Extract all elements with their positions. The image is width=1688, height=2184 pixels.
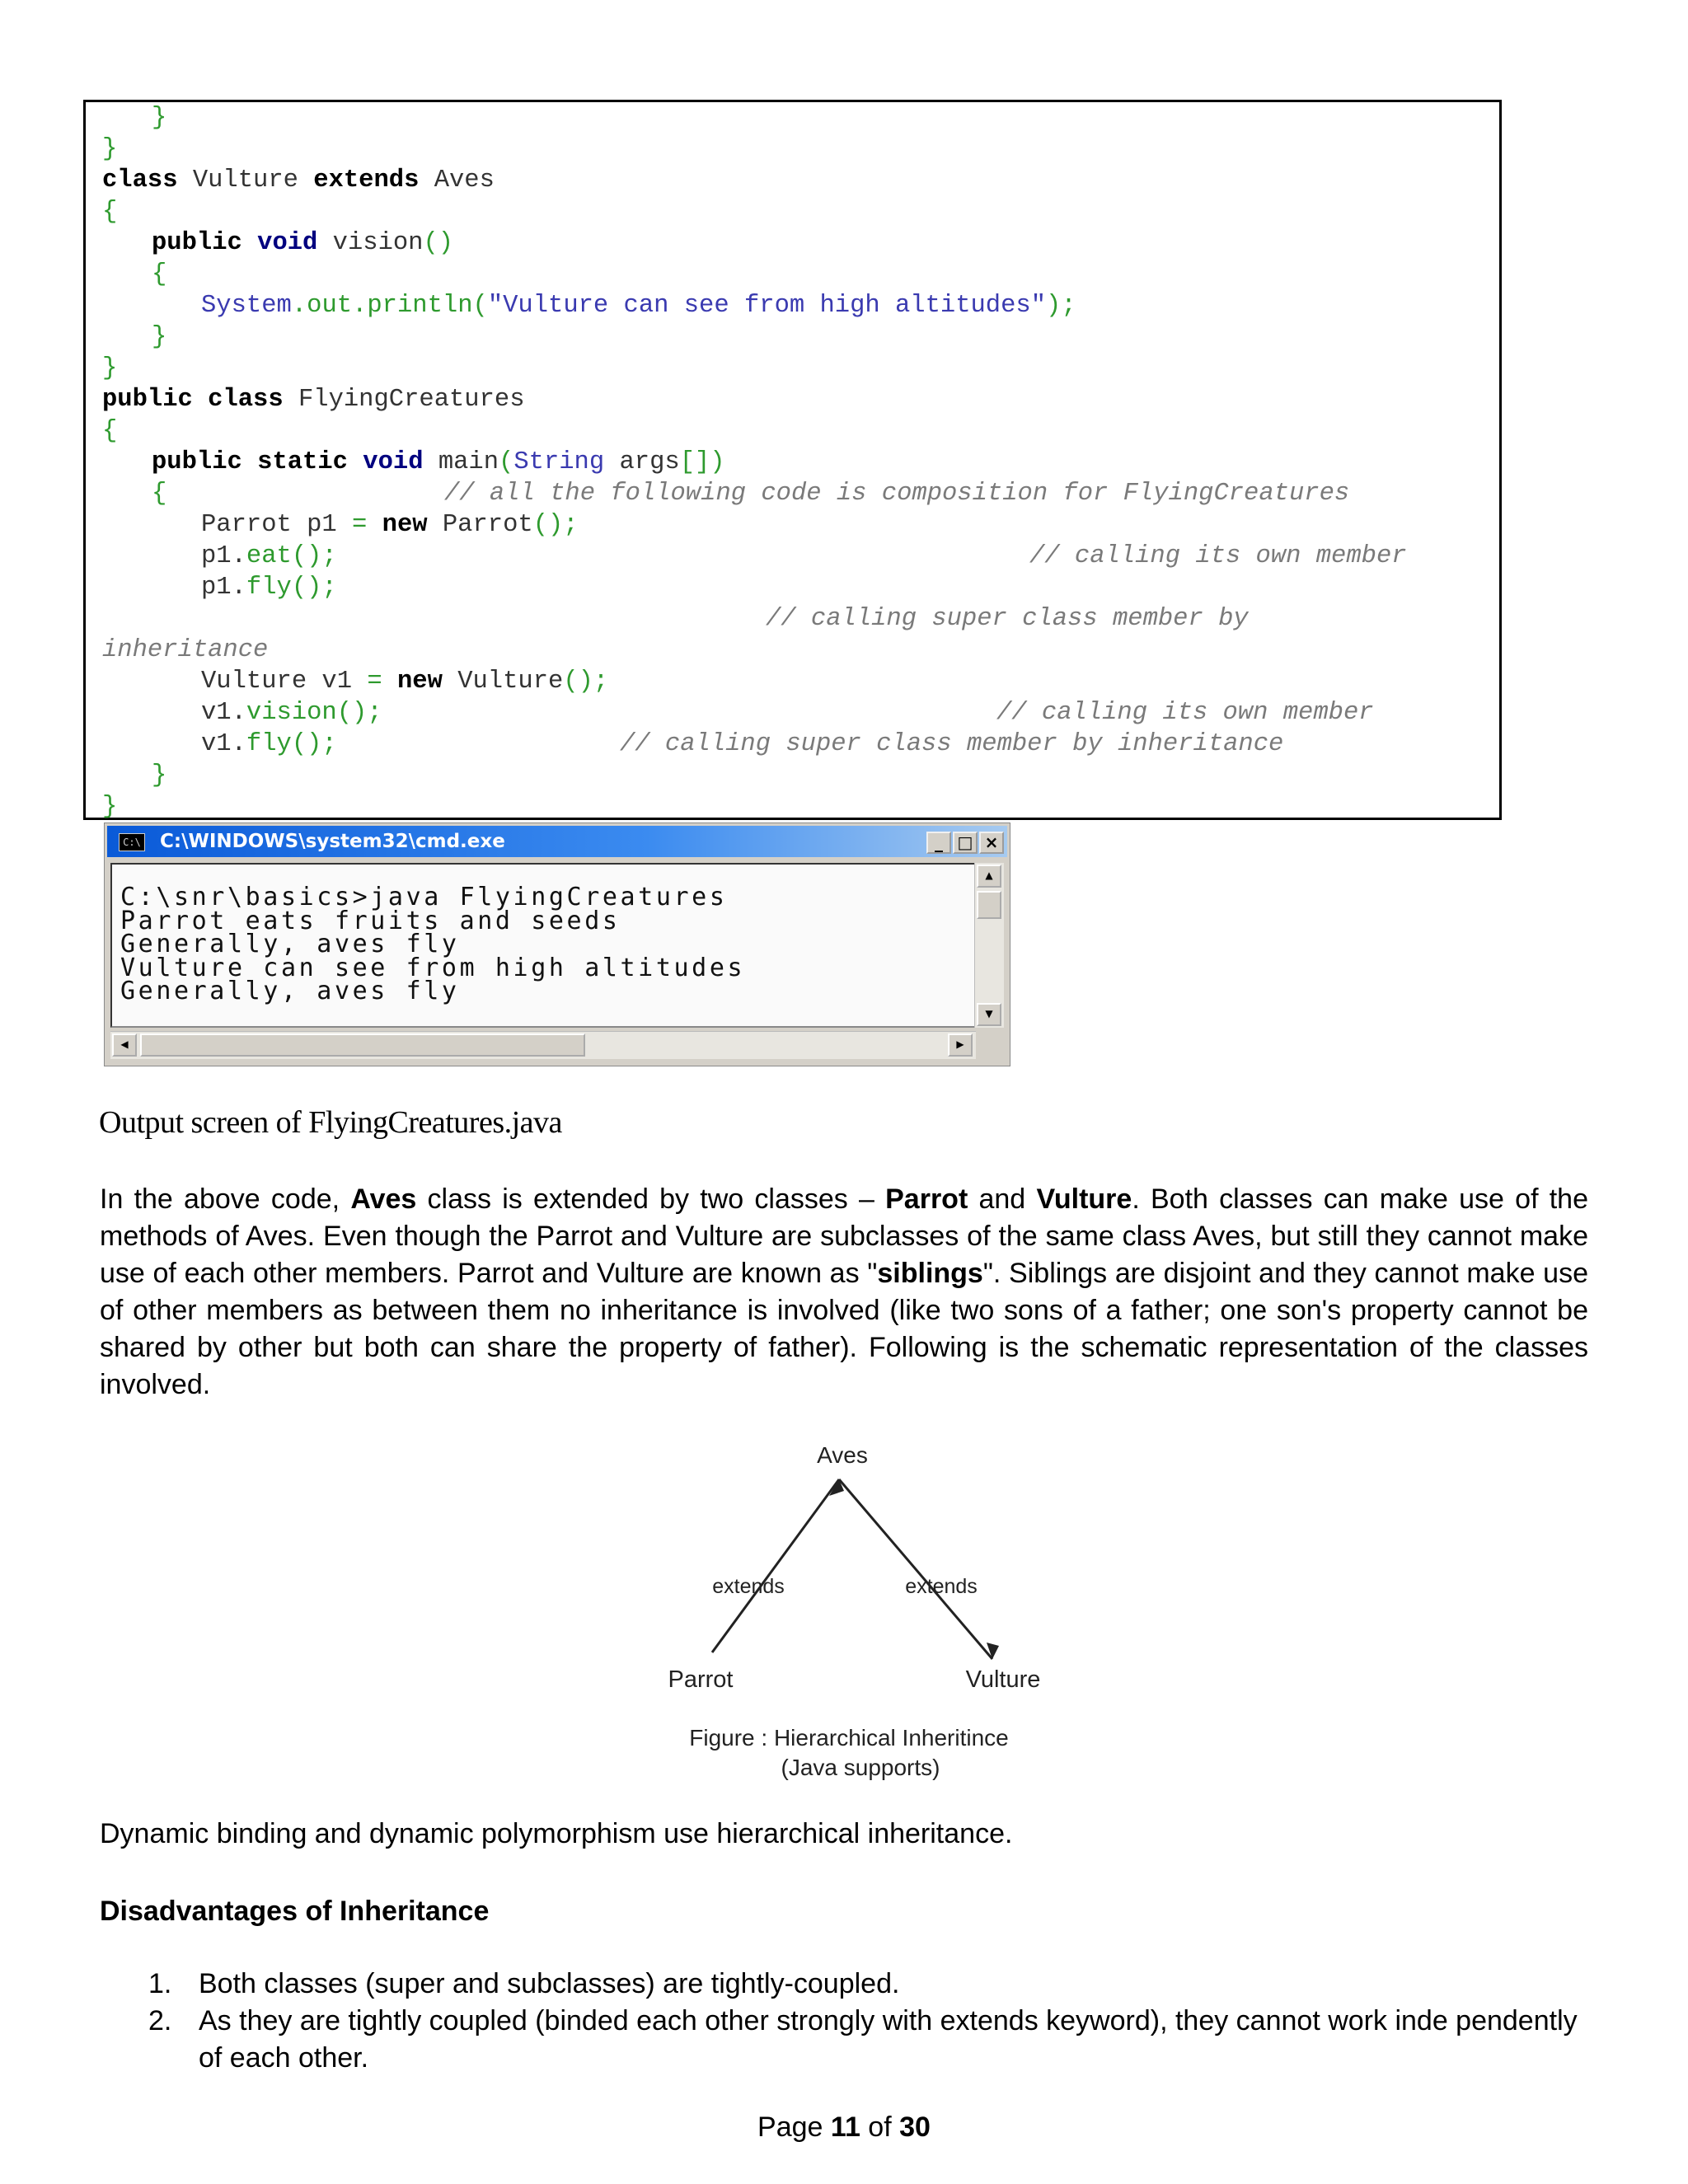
paragraph-line: use of each other members. Parrot and Vulture are known as "siblings". Siblings are disjoint and they cannot make use	[100, 1258, 1588, 1289]
code-line-16: p1.fly();	[201, 574, 337, 602]
explanation-paragraph	[100, 1181, 1588, 1404]
console-output-text: C:\snr\basics>java FlyingCreatures Parrot eats fruits and seeds Generally, aves fly Vulture can see from high altitudes Generally, aves fly	[120, 883, 746, 1005]
cmd-window-title: C:\WINDOWS\system32\cmd.exe	[160, 831, 505, 852]
diagram-root-label: Aves	[817, 1442, 868, 1468]
code-line-21: }	[102, 793, 118, 821]
horizontal-scrollbar[interactable]	[110, 1031, 976, 1059]
vertical-scrollbar[interactable]	[974, 863, 1004, 1028]
right-inheritance-edge	[839, 1479, 992, 1659]
right-edge-label: extends	[905, 1575, 978, 1598]
list-item: As they are tightly coupled (binded each other strongly with extends keyword), they cannot work inde pendently	[199, 2005, 1578, 2036]
code-line-10: public class FlyingCreatures	[102, 386, 525, 414]
cmd-title-bar[interactable]	[107, 826, 1007, 857]
code-line-6: {	[152, 260, 167, 288]
code-line-19: v1.fly();	[201, 730, 337, 758]
list-item-continuation: of each other.	[199, 2042, 369, 2074]
code-line-12: public static void main(String args[])	[152, 448, 725, 476]
scroll-left-arrow-icon[interactable]: ◀	[112, 1033, 137, 1057]
arrowhead-icon	[987, 1643, 999, 1659]
left-edge-label: extends	[712, 1575, 785, 1598]
code-line-7: System.out.println("Vulture can see from high altitudes");	[201, 292, 1076, 320]
code-line-8: }	[152, 323, 167, 351]
code-line-5: public void vision()	[152, 229, 454, 257]
code-line-20: }	[152, 762, 167, 790]
figure-caption-sub: (Java supports)	[781, 1755, 940, 1780]
paragraph-line: shared by other but both can share the property of father). Following is the schematic representation of the classes	[100, 1332, 1588, 1363]
left-inheritance-edge	[712, 1479, 839, 1652]
figure-caption: Figure : Hierarchical Inheritince	[689, 1725, 1009, 1750]
console-output-area[interactable]	[110, 863, 976, 1028]
output-caption: Output screen of FlyingCreatures.java	[99, 1105, 562, 1140]
code-comment-super-2: // calling super class member by inheritance	[620, 730, 1284, 758]
code-line-1: }	[152, 104, 167, 132]
list-item-number: 2.	[148, 2005, 172, 2036]
code-comment-super-1-wrap: inheritance	[102, 636, 269, 664]
code-comment-super-1: // calling super class member by	[766, 605, 1249, 633]
paragraph-line: methods of Aves. Even though the Parrot and Vulture are subclasses of the same class Aves, but still they cannot make	[100, 1221, 1588, 1252]
code-line-3: class Vulture extends Aves	[102, 166, 495, 194]
page-footer: Page 11 of 30	[757, 2111, 931, 2143]
cmd-window	[104, 823, 1010, 1066]
code-comment-own-member-1: // calling its own member	[1029, 542, 1407, 570]
code-comment-composition: // all the following code is composition for FlyingCreatures	[444, 480, 1350, 508]
diagram-right-child-label: Vulture	[965, 1666, 1041, 1693]
maximize-button[interactable]: □	[953, 832, 978, 854]
code-line-4: {	[102, 198, 118, 226]
code-line-17: Vulture v1 = new Vulture();	[201, 668, 609, 696]
code-line-18: v1.vision();	[201, 699, 382, 727]
close-button[interactable]: ×	[979, 832, 1004, 854]
code-line-13: {	[152, 480, 167, 508]
paragraph-line: involved.	[100, 1369, 211, 1400]
code-line-2: }	[102, 135, 118, 163]
code-listing	[83, 100, 1502, 820]
list-item-number: 1.	[148, 1968, 172, 1999]
code-comment-own-member-2: // calling its own member	[996, 699, 1374, 727]
vertical-scroll-thumb[interactable]	[977, 891, 1001, 919]
horizontal-scroll-thumb[interactable]	[140, 1033, 585, 1057]
console-icon[interactable]: C:\	[119, 833, 145, 851]
list-item: Both classes (super and subclasses) are tightly-coupled.	[199, 1968, 900, 1999]
scroll-down-arrow-icon[interactable]: ▼	[977, 1003, 1001, 1026]
hierarchy-diagram	[643, 1430, 1071, 1793]
diagram-left-child-label: Parrot	[668, 1666, 734, 1693]
paragraph-line: of other members as between them no inheritance is involved (like two sons of a father; one son's property cannot be	[100, 1295, 1588, 1326]
section-heading: Disadvantages of Inheritance	[100, 1896, 490, 1927]
code-line-11: {	[102, 417, 118, 445]
dynamic-binding-note: Dynamic binding and dynamic polymorphism use hierarchical inheritance.	[100, 1818, 1013, 1849]
code-line-15: p1.eat();	[201, 542, 337, 570]
paragraph-line: In the above code, Aves class is extended by two classes – Parrot and Vulture. Both classes can make use of the	[100, 1183, 1589, 1215]
minimize-button[interactable]: _	[926, 832, 951, 854]
scroll-up-arrow-icon[interactable]: ▲	[977, 865, 1001, 888]
code-line-9: }	[102, 354, 118, 382]
scroll-right-arrow-icon[interactable]: ▶	[948, 1033, 973, 1057]
code-line-14: Parrot p1 = new Parrot();	[201, 511, 579, 539]
